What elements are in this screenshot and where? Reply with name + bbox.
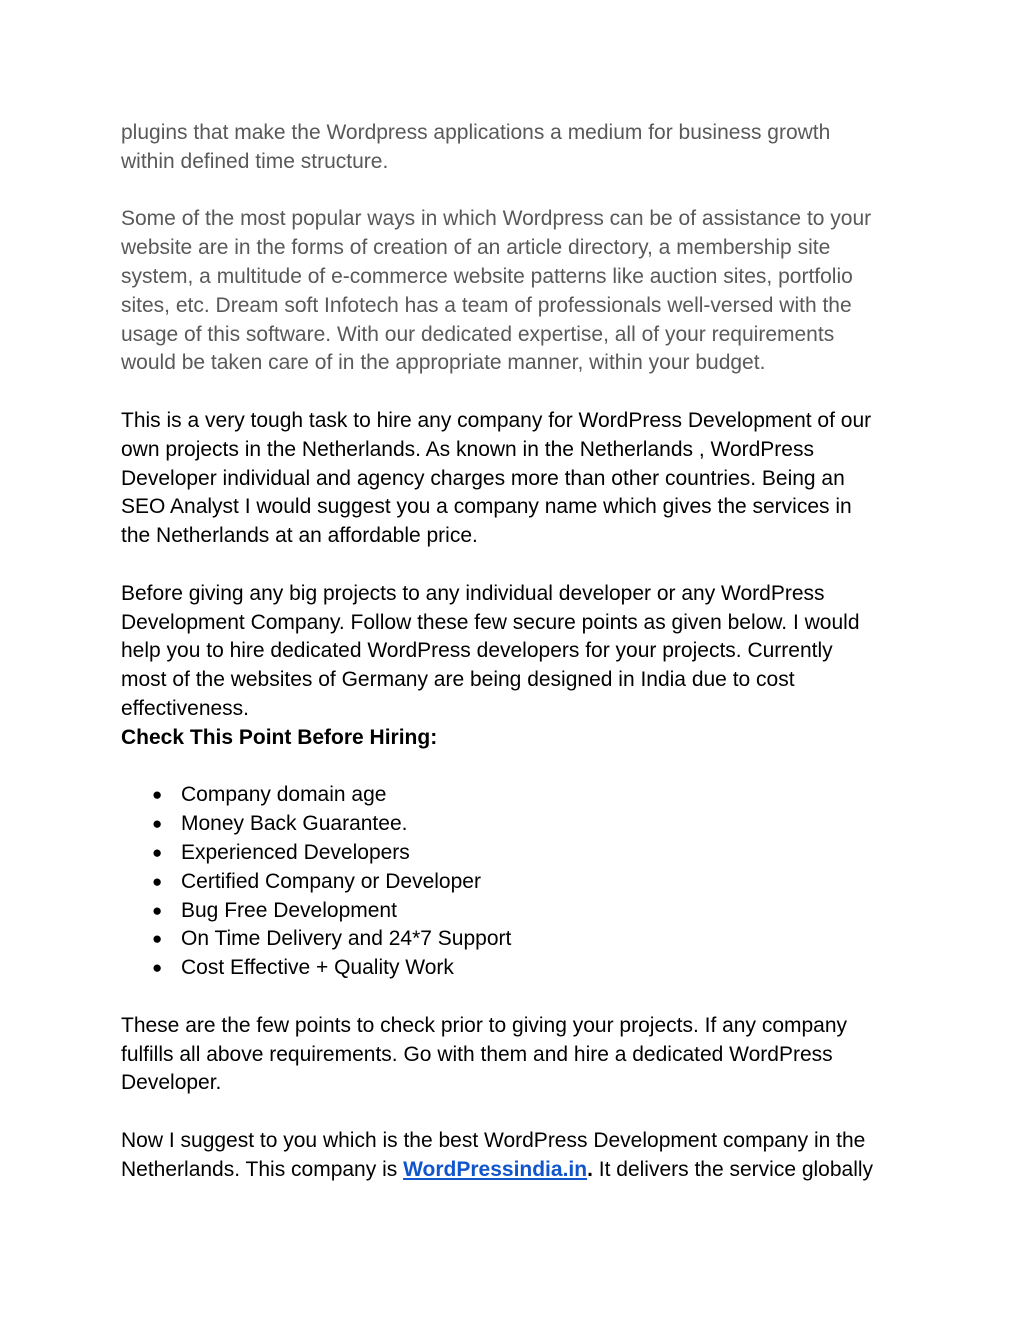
list-item bbox=[121, 839, 911, 868]
paragraph-gap bbox=[121, 753, 911, 782]
text-line: This is a very tough task to hire any company for WordPress Development of our bbox=[121, 408, 872, 432]
text-line: system, a multitude of e-commerce website patterns like auction sites, portfolio bbox=[121, 264, 853, 288]
bullet-icon: ● bbox=[152, 785, 163, 805]
paragraph-popular-ways bbox=[121, 205, 911, 378]
document-body bbox=[121, 119, 911, 1184]
paragraph-plugins bbox=[121, 119, 911, 177]
paragraph-few-points bbox=[121, 1012, 911, 1098]
list-item-label: Company domain age bbox=[181, 783, 387, 807]
bullet-icon: ● bbox=[152, 958, 163, 978]
bullet-icon: ● bbox=[152, 814, 163, 834]
bullet-icon: ● bbox=[152, 842, 163, 862]
list-item-label: Bug Free Development bbox=[181, 898, 397, 922]
checklist bbox=[121, 781, 911, 983]
text-line: sites, etc. Dream soft Infotech has a team of professionals well-versed with the bbox=[121, 293, 852, 317]
text-line: within defined time structure. bbox=[121, 149, 389, 173]
text-segment: It delivers the service globally bbox=[592, 1157, 874, 1181]
list-item-label: Money Back Guarantee. bbox=[181, 812, 408, 836]
paragraph-tough-task bbox=[121, 407, 911, 551]
bullet-icon: ● bbox=[152, 871, 163, 891]
text-line: usage of this software. With our dedicated expertise, all of your requirements bbox=[121, 322, 835, 346]
list-item bbox=[121, 925, 911, 954]
paragraph-gap bbox=[121, 378, 911, 407]
text-line: would be taken care of in the appropriate manner, within your budget. bbox=[121, 351, 766, 375]
text-segment: Netherlands. This company is bbox=[121, 1157, 404, 1181]
bullet-icon: ● bbox=[152, 900, 163, 920]
text-line: plugins that make the Wordpress applications a medium for business growth bbox=[121, 121, 831, 144]
text-line: help you to hire dedicated WordPress developers for your projects. Currently bbox=[121, 639, 833, 663]
list-item bbox=[121, 868, 911, 897]
list-item-label: Cost Effective + Quality Work bbox=[181, 956, 454, 980]
text-line: Some of the most popular ways in which Wordpress can be of assistance to your bbox=[121, 207, 872, 231]
text-line: the Netherlands at an affordable price. bbox=[121, 524, 478, 548]
list-item bbox=[121, 954, 911, 983]
list-item-label: Certified Company or Developer bbox=[181, 869, 481, 893]
text-segment: . bbox=[587, 1157, 593, 1181]
text-line: fulfills all above requirements. Go with them and hire a dedicated WordPress bbox=[121, 1042, 833, 1066]
list-item bbox=[121, 897, 911, 926]
text-line: own projects in the Netherlands. As known in the Netherlands , WordPress bbox=[121, 437, 814, 461]
wordpressindia-link[interactable]: WordPressindia.in bbox=[403, 1157, 588, 1181]
list-item-label: On Time Delivery and 24*7 Support bbox=[181, 927, 512, 951]
text-line: most of the websites of Germany are being designed in India due to cost bbox=[121, 668, 795, 692]
text-line: SEO Analyst I would suggest you a company name which gives the services in bbox=[121, 495, 852, 519]
text-line bbox=[121, 1156, 911, 1185]
text-line: Developer individual and agency charges more than other countries. Being an bbox=[121, 466, 845, 490]
bullet-icon: ● bbox=[152, 929, 163, 949]
text-line: website are in the forms of creation of an article directory, a membership site bbox=[121, 236, 831, 260]
paragraph-gap bbox=[121, 177, 911, 206]
text-line: These are the few points to check prior to giving your projects. If any company bbox=[121, 1013, 848, 1037]
text-line: Before giving any big projects to any individual developer or any WordPress bbox=[121, 581, 825, 605]
paragraph-before-giving bbox=[121, 580, 911, 724]
paragraph-gap bbox=[121, 551, 911, 580]
text-line: Development Company. Follow these few secure points as given below. I would bbox=[121, 610, 860, 634]
list-item bbox=[121, 810, 911, 839]
text-line: Developer. bbox=[121, 1071, 222, 1095]
paragraph-suggestion bbox=[121, 1127, 911, 1185]
list-item bbox=[121, 781, 911, 810]
paragraph-gap bbox=[121, 983, 911, 1012]
text-line: Now I suggest to you which is the best WordPress Development company in the bbox=[121, 1128, 866, 1152]
list-item-label: Experienced Developers bbox=[181, 840, 410, 864]
checklist-heading: Check This Point Before Hiring: bbox=[121, 725, 438, 749]
paragraph-gap bbox=[121, 1098, 911, 1127]
text-line: effectiveness. bbox=[121, 696, 250, 720]
